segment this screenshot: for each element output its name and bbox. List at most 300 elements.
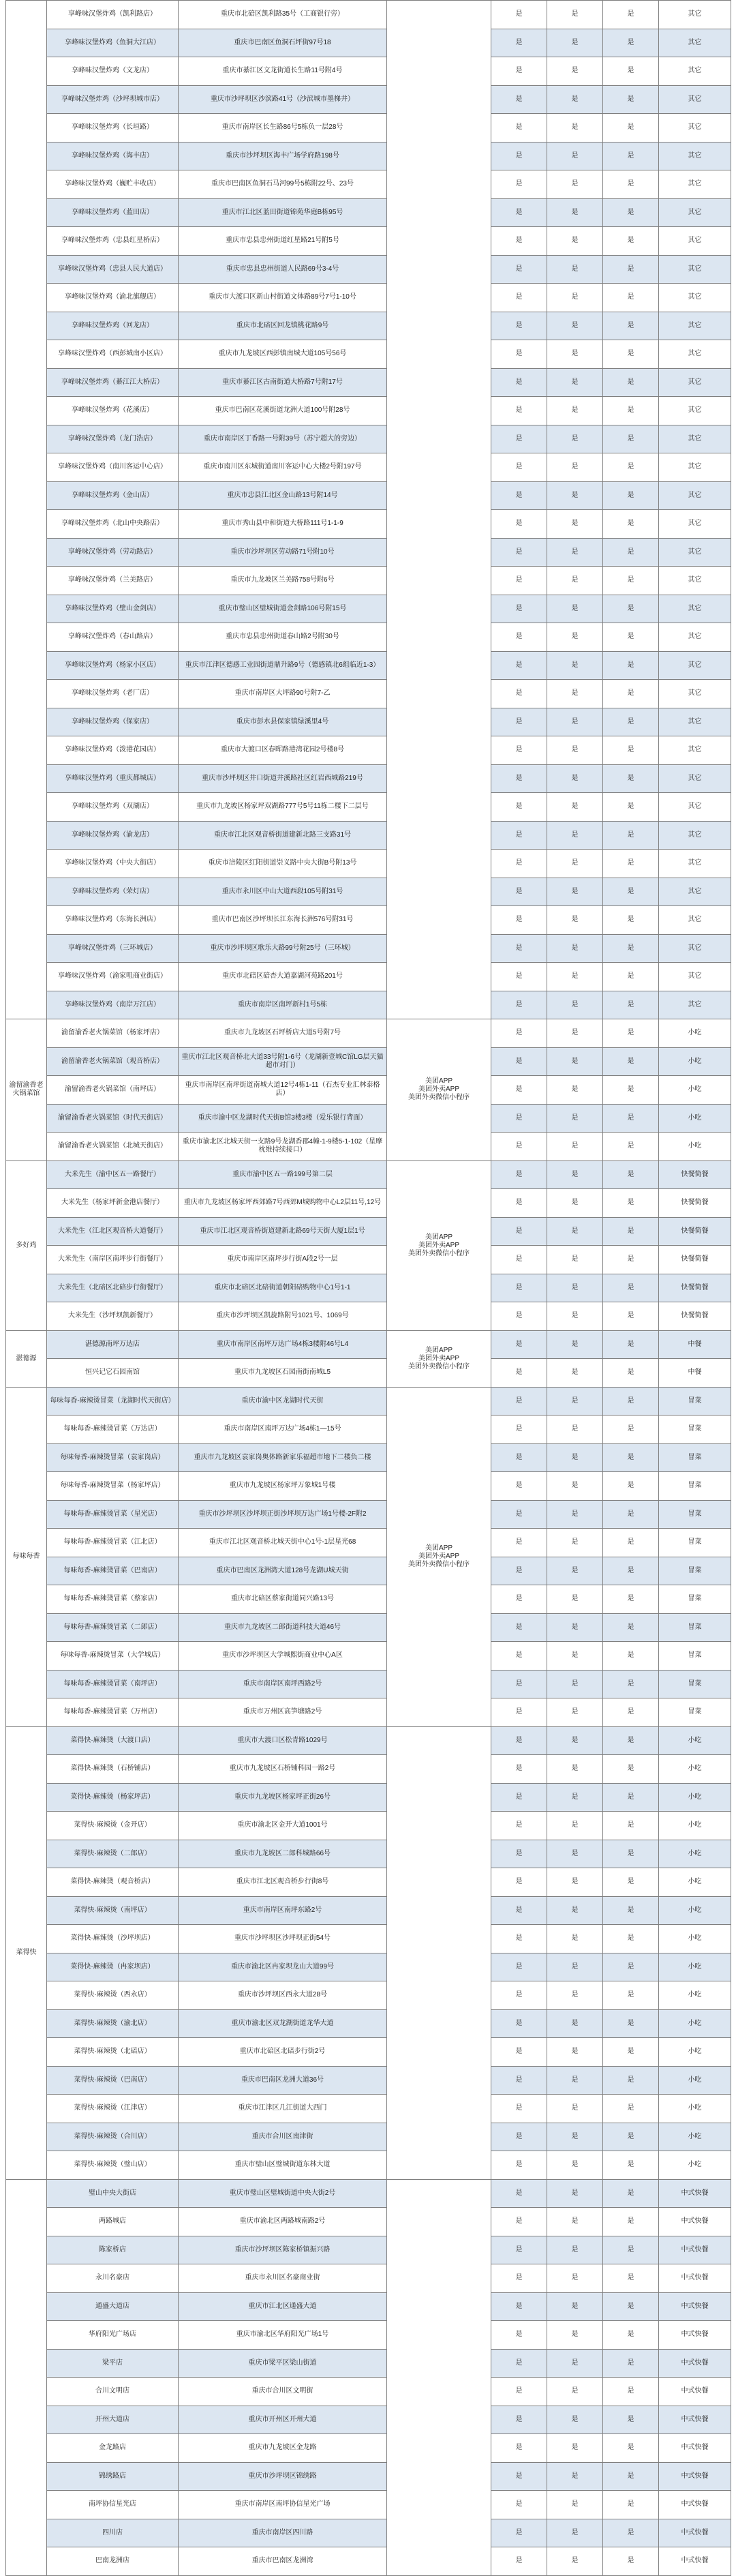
store-name-cell: 享峰味汉堡炸鸡（长垣路）	[47, 114, 179, 143]
yes-cell: 是	[603, 510, 659, 539]
table-row	[6, 623, 731, 652]
yes-cell: 是	[603, 397, 659, 425]
store-address-cell: 重庆市沙坪坝区锦绣路	[179, 2462, 387, 2491]
yes-cell: 是	[603, 1613, 659, 1642]
category-cell: 小吃	[659, 1925, 731, 1953]
brand-cell: 每味每香	[6, 1387, 47, 1726]
yes-cell: 是	[491, 2095, 547, 2123]
yes-cell: 是	[491, 1104, 547, 1133]
category-cell: 其它	[659, 57, 731, 86]
table-row	[6, 1896, 731, 1925]
yes-cell: 是	[547, 963, 603, 991]
yes-cell: 是	[491, 708, 547, 736]
store-address-cell: 重庆市巴南区龙洲湾	[179, 2547, 387, 2576]
yes-cell: 是	[603, 1896, 659, 1925]
store-name-cell: 每味每香-麻辣烫冒菜（二郎店）	[47, 1613, 179, 1642]
yes-cell: 是	[491, 1698, 547, 1727]
store-address-cell: 重庆市璧山区璧城街道东林大道	[179, 2151, 387, 2180]
store-address-cell: 重庆市巴南区花溪街道龙洲大道100号附28号	[179, 397, 387, 425]
table-row	[6, 2038, 731, 2067]
yes-cell: 是	[547, 2292, 603, 2321]
yes-cell: 是	[547, 1047, 603, 1076]
yes-cell: 是	[547, 2547, 603, 2576]
table-row	[6, 1585, 731, 1614]
store-address-cell: 重庆市大渡口区春晖路港湾花园2号楼8号	[179, 736, 387, 765]
yes-cell: 是	[491, 114, 547, 143]
table-row	[6, 1557, 731, 1585]
yes-cell: 是	[491, 312, 547, 340]
yes-cell: 是	[547, 1698, 603, 1727]
store-address-cell: 重庆市江津区德感工业园街道鼎升路9号（德感镇北6组临近1-3）	[179, 651, 387, 680]
yes-cell: 是	[491, 878, 547, 906]
category-cell: 其它	[659, 595, 731, 623]
store-address-cell: 重庆市梁平区梁山街道	[179, 2349, 387, 2378]
store-address-cell: 重庆市渝北区金开大道1001号	[179, 1812, 387, 1840]
yes-cell: 是	[547, 114, 603, 143]
yes-cell: 是	[603, 1133, 659, 1161]
table-row	[6, 764, 731, 793]
yes-cell: 是	[547, 1019, 603, 1048]
category-cell: 冒菜	[659, 1557, 731, 1585]
store-address-cell: 重庆市渝北区冉家坝龙山大道99号	[179, 1953, 387, 1981]
category-cell: 冒菜	[659, 1529, 731, 1557]
table-row	[6, 991, 731, 1019]
yes-cell: 是	[547, 170, 603, 199]
table-row	[6, 1443, 731, 1472]
yes-cell: 是	[547, 1925, 603, 1953]
store-name-cell: 每味每香-麻辣烫冒菜（大学城店）	[47, 1642, 179, 1671]
yes-cell: 是	[603, 1160, 659, 1189]
table-row	[6, 2349, 731, 2378]
table-row	[6, 2236, 731, 2264]
store-name-cell: 大米先生（杨家坪新金港店餐厅）	[47, 1189, 179, 1218]
category-cell: 其它	[659, 680, 731, 708]
yes-cell: 是	[603, 764, 659, 793]
table-row	[6, 1868, 731, 1897]
brand-cell: 多好鸡	[6, 1160, 47, 1330]
store-address-cell: 重庆市大渡口区新山村街道文体路89号7号1-10号	[179, 284, 387, 312]
yes-cell: 是	[603, 2519, 659, 2547]
yes-cell: 是	[491, 1642, 547, 1671]
store-address-cell: 重庆市江北区蓝田街道锦苑华庭B栋95号	[179, 198, 387, 227]
yes-cell: 是	[491, 2236, 547, 2264]
store-address-cell: 重庆市南岸区四川路	[179, 2519, 387, 2547]
yes-cell: 是	[547, 1189, 603, 1218]
store-name-cell: 享峰味汉堡炸鸡（荣灯店）	[47, 878, 179, 906]
yes-cell: 是	[491, 2123, 547, 2151]
table-row	[6, 2095, 731, 2123]
yes-cell: 是	[547, 1783, 603, 1812]
table-row	[6, 1189, 731, 1218]
table-row	[6, 595, 731, 623]
store-address-cell: 重庆市九龙坡区二郎科城路66号	[179, 1840, 387, 1868]
yes-cell: 是	[491, 1387, 547, 1416]
yes-cell: 是	[491, 1330, 547, 1359]
category-cell: 快餐简餐	[659, 1160, 731, 1189]
yes-cell: 是	[491, 1953, 547, 1981]
channel-cell: 美团APP 美团外卖APP 美团外卖微信小程序	[387, 1019, 491, 1161]
category-cell: 其它	[659, 453, 731, 482]
store-address-cell: 重庆市渝中区五一路199号第二层	[179, 1160, 387, 1189]
store-address-cell: 重庆市巴南区龙洲湾大道128号龙湖U城天街	[179, 1557, 387, 1585]
category-cell: 冒菜	[659, 1613, 731, 1642]
table-row	[6, 284, 731, 312]
category-cell: 其它	[659, 340, 731, 369]
yes-cell: 是	[547, 1896, 603, 1925]
store-name-cell: 大米先生（江北区观音桥大道餐厅）	[47, 1217, 179, 1246]
yes-cell: 是	[547, 2208, 603, 2236]
category-cell: 冒菜	[659, 1698, 731, 1727]
yes-cell: 是	[547, 2123, 603, 2151]
store-address-cell: 重庆市九龙坡区袁家岗奥体路新家乐福超市地下二楼负二楼	[179, 1443, 387, 1472]
yes-cell: 是	[603, 1416, 659, 1444]
category-cell: 小吃	[659, 2066, 731, 2095]
store-name-cell: 享峰味汉堡炸鸡（双湖店）	[47, 793, 179, 822]
yes-cell: 是	[603, 736, 659, 765]
category-cell: 其它	[659, 963, 731, 991]
yes-cell: 是	[547, 2491, 603, 2519]
table-row	[6, 1642, 731, 1671]
store-address-cell: 重庆市渝中区龙湖时代天街B馆3楼3楼（爱乐银行背面）	[179, 1104, 387, 1133]
store-name-cell: 菜得快·麻辣烫（合川店）	[47, 2123, 179, 2151]
category-cell: 其它	[659, 255, 731, 284]
category-cell: 中式快餐	[659, 2519, 731, 2547]
yes-cell: 是	[491, 85, 547, 114]
yes-cell: 是	[603, 2123, 659, 2151]
store-name-cell: 华府阳光广场店	[47, 2321, 179, 2350]
table-row	[6, 1104, 731, 1133]
table-row	[6, 2009, 731, 2038]
table-row	[6, 397, 731, 425]
yes-cell: 是	[603, 340, 659, 369]
yes-cell: 是	[491, 2151, 547, 2180]
table-row	[6, 2264, 731, 2293]
brand-cell: 渝留渝香老火锅菜馆	[6, 1019, 47, 1161]
store-name-cell: 享峰味汉堡炸鸡（兰美路店）	[47, 567, 179, 595]
yes-cell: 是	[547, 1642, 603, 1671]
yes-cell: 是	[603, 1019, 659, 1048]
yes-cell: 是	[491, 1189, 547, 1218]
yes-cell: 是	[603, 1, 659, 29]
yes-cell: 是	[491, 2349, 547, 2378]
yes-cell: 是	[491, 2038, 547, 2067]
yes-cell: 是	[547, 2434, 603, 2463]
yes-cell: 是	[491, 1133, 547, 1161]
yes-cell: 是	[603, 425, 659, 453]
yes-cell: 是	[547, 1274, 603, 1302]
category-cell: 小吃	[659, 1726, 731, 1755]
store-address-cell: 重庆市北碚区蔡家街道同兴路13号	[179, 1585, 387, 1614]
yes-cell: 是	[603, 651, 659, 680]
table-row	[6, 1302, 731, 1331]
store-address-cell: 重庆市渝北区两路城南路2号	[179, 2208, 387, 2236]
yes-cell: 是	[603, 1726, 659, 1755]
store-address-cell: 重庆市沙坪坝区凯旋路附号1021号、1069号	[179, 1302, 387, 1331]
yes-cell: 是	[547, 1, 603, 29]
category-cell: 冒菜	[659, 1472, 731, 1501]
table-row	[6, 1330, 731, 1359]
store-address-cell: 重庆市南岸区南坪街道南城大道12号4栋1-11（石杰专业汇林泰格店）	[179, 1076, 387, 1105]
table-row	[6, 85, 731, 114]
yes-cell: 是	[547, 1387, 603, 1416]
yes-cell: 是	[491, 2292, 547, 2321]
yes-cell: 是	[491, 1925, 547, 1953]
table-row	[6, 793, 731, 822]
category-cell: 小吃	[659, 2038, 731, 2067]
yes-cell: 是	[491, 2321, 547, 2350]
category-cell: 其它	[659, 736, 731, 765]
category-cell: 冒菜	[659, 1387, 731, 1416]
yes-cell: 是	[491, 1472, 547, 1501]
category-cell: 中式快餐	[659, 2179, 731, 2208]
category-cell: 中式快餐	[659, 2321, 731, 2350]
category-cell: 冒菜	[659, 1585, 731, 1614]
yes-cell: 是	[491, 1529, 547, 1557]
store-address-cell: 重庆市南川区东城街道南川客运中心大楼2号附197号	[179, 453, 387, 482]
store-name-cell: 南坪协信星光店	[47, 2491, 179, 2519]
store-address-cell: 重庆市忠县忠州街道红星路21号附5号	[179, 227, 387, 256]
yes-cell: 是	[491, 1274, 547, 1302]
yes-cell: 是	[547, 2264, 603, 2293]
category-cell: 冒菜	[659, 1443, 731, 1472]
table-row	[6, 1529, 731, 1557]
store-name-cell: 享峰味汉堡炸鸡（龙门浩店）	[47, 425, 179, 453]
store-name-cell: 金龙路店	[47, 2434, 179, 2463]
store-name-cell: 渝留渝香老火锅菜馆（时代天街店）	[47, 1104, 179, 1133]
yes-cell: 是	[603, 1387, 659, 1416]
store-address-cell: 重庆市九龙坡区金龙路	[179, 2434, 387, 2463]
table-row	[6, 1416, 731, 1444]
yes-cell: 是	[491, 1840, 547, 1868]
category-cell: 中式快餐	[659, 2236, 731, 2264]
yes-cell: 是	[547, 425, 603, 453]
store-address-cell: 重庆市巴南区鱼洞石马河99号5栋附22号、23号	[179, 170, 387, 199]
yes-cell: 是	[603, 1047, 659, 1076]
table-row	[6, 2179, 731, 2208]
category-cell: 小吃	[659, 1133, 731, 1161]
yes-cell: 是	[491, 2009, 547, 2038]
table-row	[6, 170, 731, 199]
table-row	[6, 2378, 731, 2406]
category-cell: 其它	[659, 368, 731, 397]
store-address-cell: 重庆市九龙坡区二郎街道科技大道46号	[179, 1613, 387, 1642]
yes-cell: 是	[603, 595, 659, 623]
yes-cell: 是	[603, 2378, 659, 2406]
table-row	[6, 29, 731, 57]
yes-cell: 是	[603, 2547, 659, 2576]
yes-cell: 是	[547, 2349, 603, 2378]
store-address-cell: 重庆市沙坪坝区大学城熙街商业中心A区	[179, 1642, 387, 1671]
table-row	[6, 57, 731, 86]
category-cell: 小吃	[659, 1019, 731, 1048]
table-row	[6, 1387, 731, 1416]
store-name-cell: 渝留渝香老火锅菜馆（北城天街店）	[47, 1133, 179, 1161]
category-cell: 中式快餐	[659, 2208, 731, 2236]
yes-cell: 是	[547, 1755, 603, 1784]
yes-cell: 是	[547, 2378, 603, 2406]
store-address-cell: 重庆市忠县忠州街道人民路69号3-4号	[179, 255, 387, 284]
yes-cell: 是	[603, 57, 659, 86]
yes-cell: 是	[547, 2038, 603, 2067]
yes-cell: 是	[603, 2179, 659, 2208]
brand-cell: 菜得快	[6, 1726, 47, 2179]
store-address-cell: 重庆市九龙坡区杨家坪万象城1号楼	[179, 1472, 387, 1501]
table-row	[6, 453, 731, 482]
store-name-cell: 享峰味汉堡炸鸡（三环城店）	[47, 934, 179, 963]
store-name-cell: 大米先生（沙坪坝凯新餐厅）	[47, 1302, 179, 1331]
yes-cell: 是	[547, 453, 603, 482]
table-row	[6, 1160, 731, 1189]
yes-cell: 是	[491, 510, 547, 539]
yes-cell: 是	[547, 2009, 603, 2038]
store-name-cell: 享峰味汉堡炸鸡（沙坪坝城市店）	[47, 85, 179, 114]
yes-cell: 是	[491, 142, 547, 170]
yes-cell: 是	[547, 1302, 603, 1331]
store-address-cell: 重庆市九龙坡区杨家坪西郊路7号西郊M城购物中心L2层11号,12号	[179, 1189, 387, 1218]
yes-cell: 是	[603, 2236, 659, 2264]
yes-cell: 是	[547, 821, 603, 850]
yes-cell: 是	[491, 1246, 547, 1274]
category-cell: 其它	[659, 227, 731, 256]
yes-cell: 是	[603, 198, 659, 227]
category-cell: 小吃	[659, 1812, 731, 1840]
yes-cell: 是	[491, 1217, 547, 1246]
yes-cell: 是	[603, 934, 659, 963]
store-address-cell: 重庆市合川区文明街	[179, 2378, 387, 2406]
yes-cell: 是	[603, 906, 659, 935]
store-address-cell: 重庆市九龙坡区石桥铺科园一路2号	[179, 1755, 387, 1784]
yes-cell: 是	[491, 934, 547, 963]
yes-cell: 是	[603, 793, 659, 822]
channel-cell	[387, 1, 491, 1019]
store-address-cell: 重庆市南岸区长生路86号5栋负一层28号	[179, 114, 387, 143]
table-row	[6, 1, 731, 29]
store-name-cell: 璧山中央大街店	[47, 2179, 179, 2208]
yes-cell: 是	[603, 2434, 659, 2463]
store-address-cell: 重庆市渝北区双龙湖街道龙华大道	[179, 2009, 387, 2038]
store-name-cell: 菜得快·麻辣烫（石桥铺店）	[47, 1755, 179, 1784]
yes-cell: 是	[603, 2066, 659, 2095]
yes-cell: 是	[547, 934, 603, 963]
brand-cell	[6, 2179, 47, 2575]
yes-cell: 是	[491, 397, 547, 425]
yes-cell: 是	[547, 1160, 603, 1189]
store-address-cell: 重庆市南岸区大坪路90号附7-乙	[179, 680, 387, 708]
yes-cell: 是	[491, 57, 547, 86]
table-row	[6, 2547, 731, 2576]
store-name-cell: 享峰味汉堡炸鸡（壁山金剑店）	[47, 595, 179, 623]
store-name-cell: 每味每香-麻辣烫冒菜（袁家岗店）	[47, 1443, 179, 1472]
store-name-cell: 两路城店	[47, 2208, 179, 2236]
store-name-cell: 每味每香-麻辣烫冒菜（龙湖时代天街店）	[47, 1387, 179, 1416]
store-address-cell: 重庆市南岸区南坪东路2号	[179, 1896, 387, 1925]
yes-cell: 是	[603, 2038, 659, 2067]
yes-cell: 是	[603, 2292, 659, 2321]
yes-cell: 是	[547, 878, 603, 906]
brand-cell	[6, 1, 47, 1019]
table-row	[6, 1246, 731, 1274]
yes-cell: 是	[547, 368, 603, 397]
category-cell: 小吃	[659, 1840, 731, 1868]
yes-cell: 是	[547, 1416, 603, 1444]
yes-cell: 是	[491, 651, 547, 680]
yes-cell: 是	[491, 1670, 547, 1698]
table-row	[6, 2321, 731, 2350]
table-row	[6, 2491, 731, 2519]
yes-cell: 是	[603, 1698, 659, 1727]
store-address-cell: 重庆市江北区通盛大道	[179, 2292, 387, 2321]
yes-cell: 是	[603, 1246, 659, 1274]
table-row	[6, 934, 731, 963]
yes-cell: 是	[491, 2547, 547, 2576]
store-name-cell: 菜得快·麻辣烫（二郎店）	[47, 1840, 179, 1868]
category-cell: 小吃	[659, 1981, 731, 2010]
yes-cell: 是	[603, 2349, 659, 2378]
table-row	[6, 368, 731, 397]
yes-cell: 是	[603, 2264, 659, 2293]
yes-cell: 是	[603, 29, 659, 57]
category-cell: 其它	[659, 397, 731, 425]
table-row	[6, 227, 731, 256]
store-address-cell: 重庆市北碚区北碚步行街2号	[179, 2038, 387, 2067]
store-address-cell: 重庆市九龙坡区杨家坪双湖路777号5号11栋二楼下二层号	[179, 793, 387, 822]
store-name-cell: 锦绣路店	[47, 2462, 179, 2491]
store-name-cell: 菜得快·麻辣烫（巴南店）	[47, 2066, 179, 2095]
table-row	[6, 1670, 731, 1698]
yes-cell: 是	[547, 1076, 603, 1105]
yes-cell: 是	[491, 255, 547, 284]
store-address-cell: 重庆市渝中区龙湖时代天街	[179, 1387, 387, 1416]
yes-cell: 是	[603, 1302, 659, 1331]
channel-cell	[387, 2179, 491, 2575]
store-name-cell: 享峰味汉堡炸鸡（南川客运中心店）	[47, 453, 179, 482]
store-name-cell: 巴南龙洲店	[47, 2547, 179, 2576]
category-cell: 中式快餐	[659, 2406, 731, 2434]
yes-cell: 是	[547, 1472, 603, 1501]
category-cell: 小吃	[659, 2151, 731, 2180]
store-address-cell: 重庆市沙坪坝区西永大道28号	[179, 1981, 387, 2010]
yes-cell: 是	[491, 2264, 547, 2293]
store-name-cell: 菜得快·麻辣烫（北碚店）	[47, 2038, 179, 2067]
store-address-cell: 重庆市大渡口区松青路1029号	[179, 1726, 387, 1755]
table-row	[6, 2151, 731, 2180]
table-row	[6, 1726, 731, 1755]
yes-cell: 是	[491, 793, 547, 822]
category-cell: 冒菜	[659, 1416, 731, 1444]
yes-cell: 是	[547, 312, 603, 340]
table-row	[6, 142, 731, 170]
category-cell: 小吃	[659, 2095, 731, 2123]
yes-cell: 是	[547, 538, 603, 567]
category-cell: 其它	[659, 651, 731, 680]
yes-cell: 是	[547, 29, 603, 57]
store-name-cell: 享峰味汉堡炸鸡（忠县人民大道店）	[47, 255, 179, 284]
yes-cell: 是	[547, 1585, 603, 1614]
yes-cell: 是	[491, 425, 547, 453]
yes-cell: 是	[491, 1019, 547, 1048]
yes-cell: 是	[547, 510, 603, 539]
store-address-cell: 重庆市永川区中山大道西段105号附31号	[179, 878, 387, 906]
store-name-cell: 享峰味汉堡炸鸡（南岸万江店）	[47, 991, 179, 1019]
yes-cell: 是	[547, 397, 603, 425]
store-address-cell: 重庆市沙坪坝区井口街道井溪路社区红岩西城路219号	[179, 764, 387, 793]
category-cell: 其它	[659, 85, 731, 114]
store-address-cell: 重庆市北碚区碚杏大道嘉湖河苑路201号	[179, 963, 387, 991]
yes-cell: 是	[491, 1981, 547, 2010]
store-name-cell: 大米先生（渝中区五一路餐厅）	[47, 1160, 179, 1189]
store-name-cell: 享峰味汉堡炸鸡（春山路店）	[47, 623, 179, 652]
yes-cell: 是	[547, 1359, 603, 1388]
